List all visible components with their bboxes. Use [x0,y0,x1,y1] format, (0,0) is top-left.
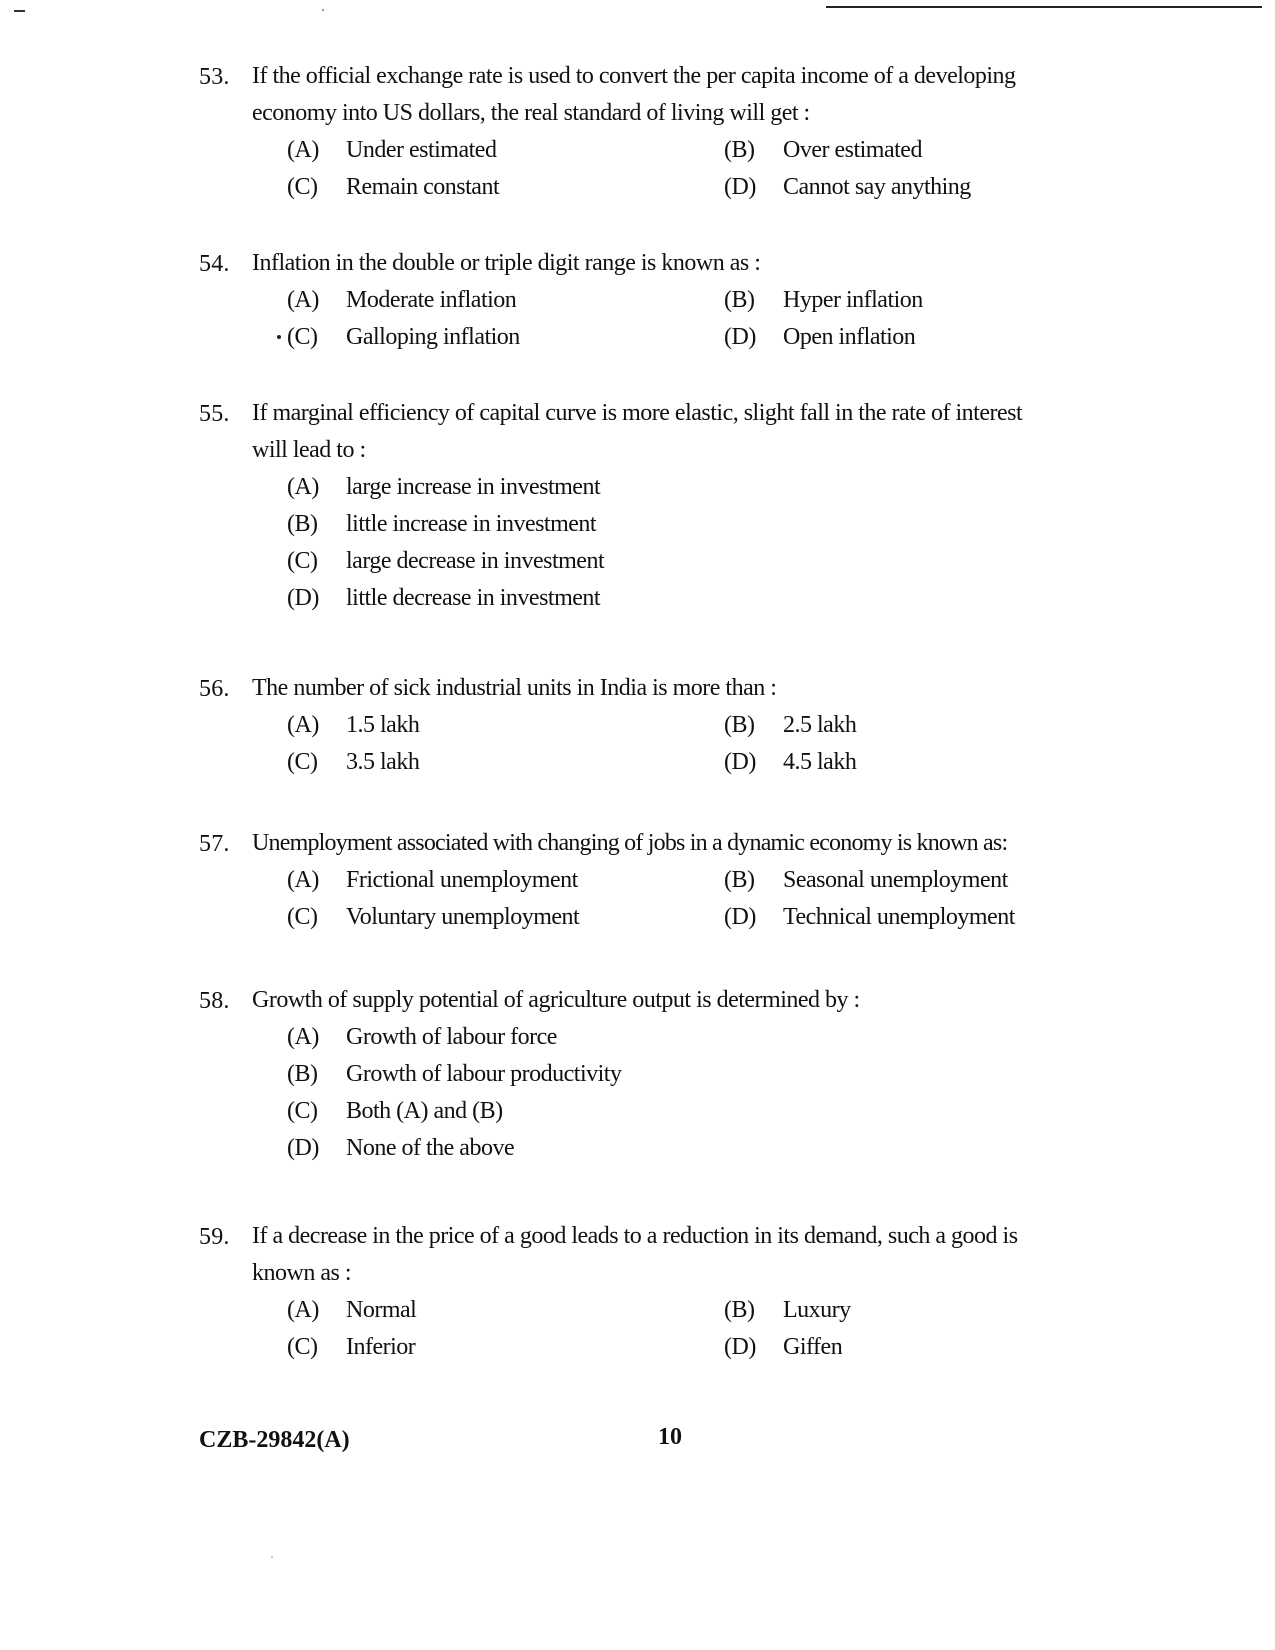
option-label: (C) [287,904,318,930]
option-label: (B) [287,1061,318,1087]
option-text: Over estimated [783,137,922,163]
option-text: 1.5 lakh [346,712,420,738]
option-text: Giffen [783,1334,843,1360]
option-label: (C) [287,548,318,574]
option-label: (D) [724,749,756,775]
option-label: (A) [287,867,319,893]
option-text: Hyper inflation [783,287,923,313]
option-text: Both (A) and (B) [346,1098,503,1124]
option-label: (B) [287,511,318,537]
option-label: (D) [287,585,319,611]
option-label: (B) [724,287,755,313]
option-label: (D) [724,1334,756,1360]
option-text: None of the above [346,1135,515,1161]
option-text: large increase in investment [346,474,601,500]
question-text: Unemployment associated with changing of jobs in a dynamic economy is known as: [252,830,1008,856]
option-label: (B) [724,712,755,738]
option-text: Seasonal unemployment [783,867,1008,893]
option-text: Moderate inflation [346,287,517,313]
question-number: 53. [199,64,230,90]
question-number: 55. [199,401,230,427]
option-label: (A) [287,1297,319,1323]
scan-speck [322,9,324,11]
option-label: (D) [287,1135,319,1161]
option-label: (A) [287,712,319,738]
option-text: Frictional unemployment [346,867,578,893]
question-number: 56. [199,676,230,702]
question-text: Growth of supply potential of agriculture output is determined by : [252,987,860,1013]
pencil-tick-mark [277,335,281,339]
option-label: (C) [287,174,318,200]
option-text: Open inflation [783,324,916,350]
option-label: (A) [287,1024,319,1050]
question-number: 57. [199,831,230,857]
option-label: (C) [287,324,318,350]
option-label: (D) [724,324,756,350]
option-text: Growth of labour force [346,1024,557,1050]
header-rule [826,6,1262,8]
option-text: Growth of labour productivity [346,1061,622,1087]
option-text: Technical unemployment [783,904,1015,930]
option-label: (A) [287,287,319,313]
option-text: Luxury [783,1297,851,1323]
question-text: Inflation in the double or triple digit range is known as : [252,250,761,276]
option-text: Inferior [346,1334,416,1360]
question-number: 58. [199,988,230,1014]
paper-code: CZB-29842(A) [199,1427,350,1453]
option-text: 3.5 lakh [346,749,420,775]
option-label: (B) [724,1297,755,1323]
option-text: Normal [346,1297,417,1323]
option-text: Under estimated [346,137,497,163]
question-text: If a decrease in the price of a good leads to a reduction in its demand, such a good is known as : [252,1223,1018,1286]
option-text: 2.5 lakh [783,712,857,738]
option-text: little increase in investment [346,511,597,537]
option-text: Cannot say anything [783,174,971,200]
option-label: (A) [287,137,319,163]
option-label: (D) [724,904,756,930]
question-text: The number of sick industrial units in India is more than : [252,675,777,701]
option-text: Galloping inflation [346,324,520,350]
question-text: If the official exchange rate is used to convert the per capita income of a developing economy into US dollars, the real standard of living will get : [252,63,1016,126]
option-text: Remain constant [346,174,500,200]
option-text: 4.5 lakh [783,749,857,775]
option-label: (C) [287,749,318,775]
option-label: (A) [287,474,319,500]
question-text: If marginal efficiency of capital curve is more elastic, slight fall in the rate of interest will lead to : [252,400,1023,463]
corner-mark [14,10,25,12]
option-text: little decrease in investment [346,585,601,611]
option-label: (B) [724,867,755,893]
scan-speck [271,1556,273,1558]
option-text: Voluntary unemployment [346,904,580,930]
option-label: (B) [724,137,755,163]
option-text: large decrease in investment [346,548,605,574]
option-label: (C) [287,1334,318,1360]
option-label: (C) [287,1098,318,1124]
page-number: 10 [658,1424,682,1450]
question-number: 54. [199,251,230,277]
option-label: (D) [724,174,756,200]
question-number: 59. [199,1224,230,1250]
